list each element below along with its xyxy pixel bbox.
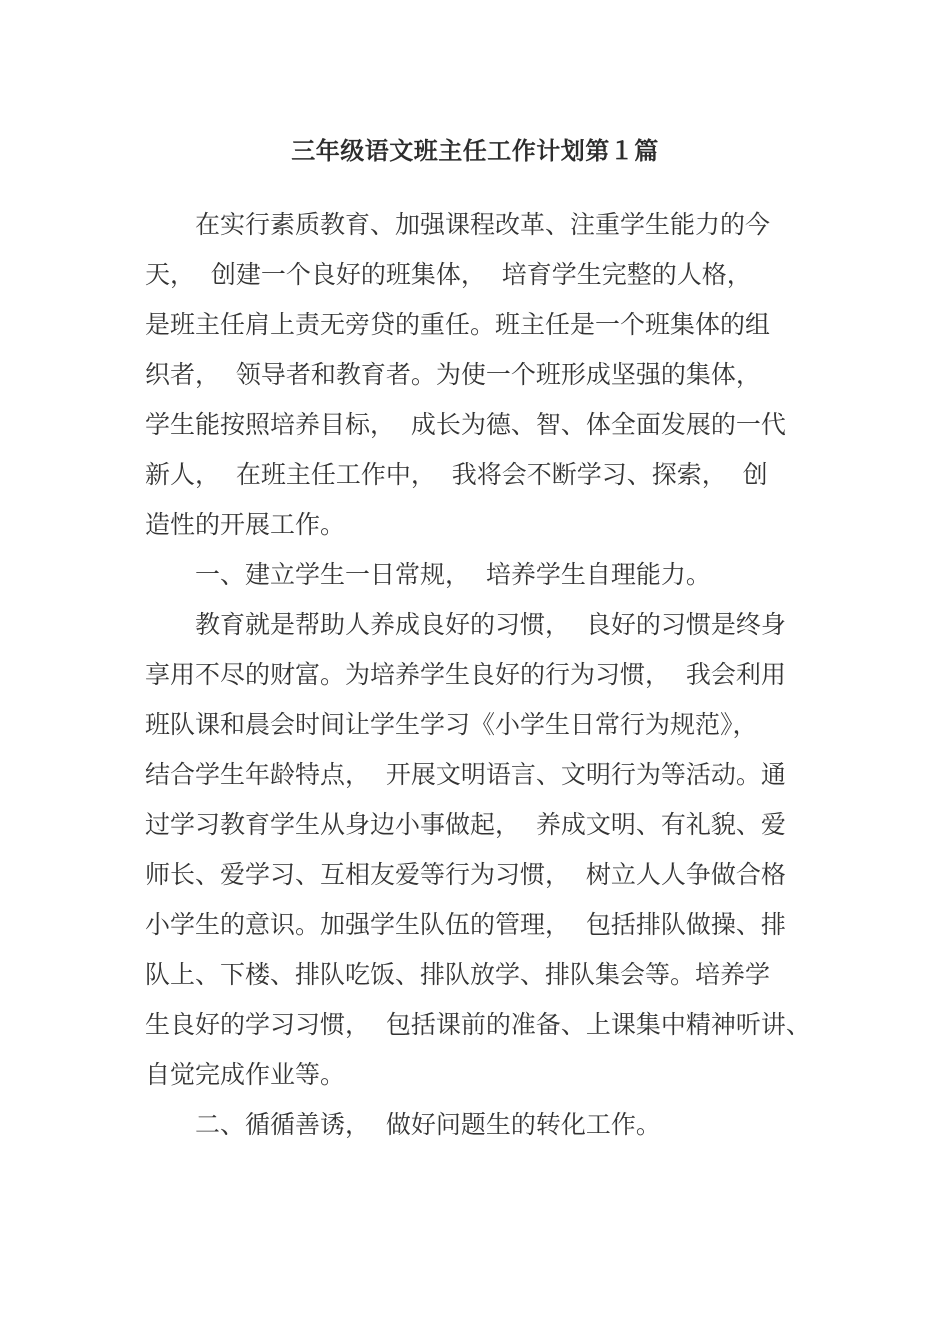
section-heading-2: 二、循循善诱， 做好问题生的转化工作。: [195, 1110, 661, 1139]
paragraph-1-line-6: 新人， 在班主任工作中， 我将会不断学习、探索， 创: [145, 460, 768, 489]
document-title: 三年级语文班主任工作计划第１篇: [291, 137, 659, 165]
paragraph-2-line-7: 小学生的意识。加强学生队伍的管理， 包括排队做操、排: [145, 910, 786, 939]
paragraph-2-line-2: 享用不尽的财富。为培养学生良好的行为习惯， 我会利用: [145, 660, 786, 689]
paragraph-2-line-4: 结合学生年龄特点， 开展文明语言、文明行为等活动。通: [145, 760, 786, 789]
paragraph-2-line-6: 师长、爱学习、互相友爱等行为习惯， 树立人人争做合格: [145, 860, 786, 889]
paragraph-2-line-10: 自觉完成作业等。: [145, 1060, 346, 1089]
paragraph-1-line-2: 天， 创建一个良好的班集体， 培育学生完整的人格，: [145, 260, 752, 289]
paragraph-1-line-3: 是班主任肩上责无旁贷的重任。班主任是一个班集体的组: [145, 310, 771, 339]
paragraph-1-line-5: 学生能按照培养目标， 成长为德、智、体全面发展的一代: [145, 410, 786, 439]
paragraph-2-line-3: 班队课和晨会时间让学生学习《小学生日常行为规范》，: [145, 710, 758, 739]
paragraph-2-line-1: 教育就是帮助人养成良好的习惯， 良好的习惯是终身: [195, 610, 786, 639]
paragraph-2-line-8: 队上、下楼、排队吃饭、排队放学、排队集会等。培养学: [145, 960, 771, 989]
paragraph-1-line-1: 在实行素质教育、加强课程改革、注重学生能力的今: [195, 210, 771, 239]
section-heading-1: 一、建立学生一日常规， 培养学生自理能力。: [195, 560, 711, 589]
paragraph-1-line-7: 造性的开展工作。: [145, 510, 346, 539]
paragraph-2-line-5: 过学习教育学生从身边小事做起， 养成文明、有礼貌、爱: [145, 810, 786, 839]
paragraph-2-line-9: 生良好的学习习惯， 包括课前的准备、上课集中精神听讲、: [145, 1010, 811, 1039]
paragraph-1-line-4: 织者， 领导者和教育者。为使一个班形成坚强的集体，: [145, 360, 761, 389]
